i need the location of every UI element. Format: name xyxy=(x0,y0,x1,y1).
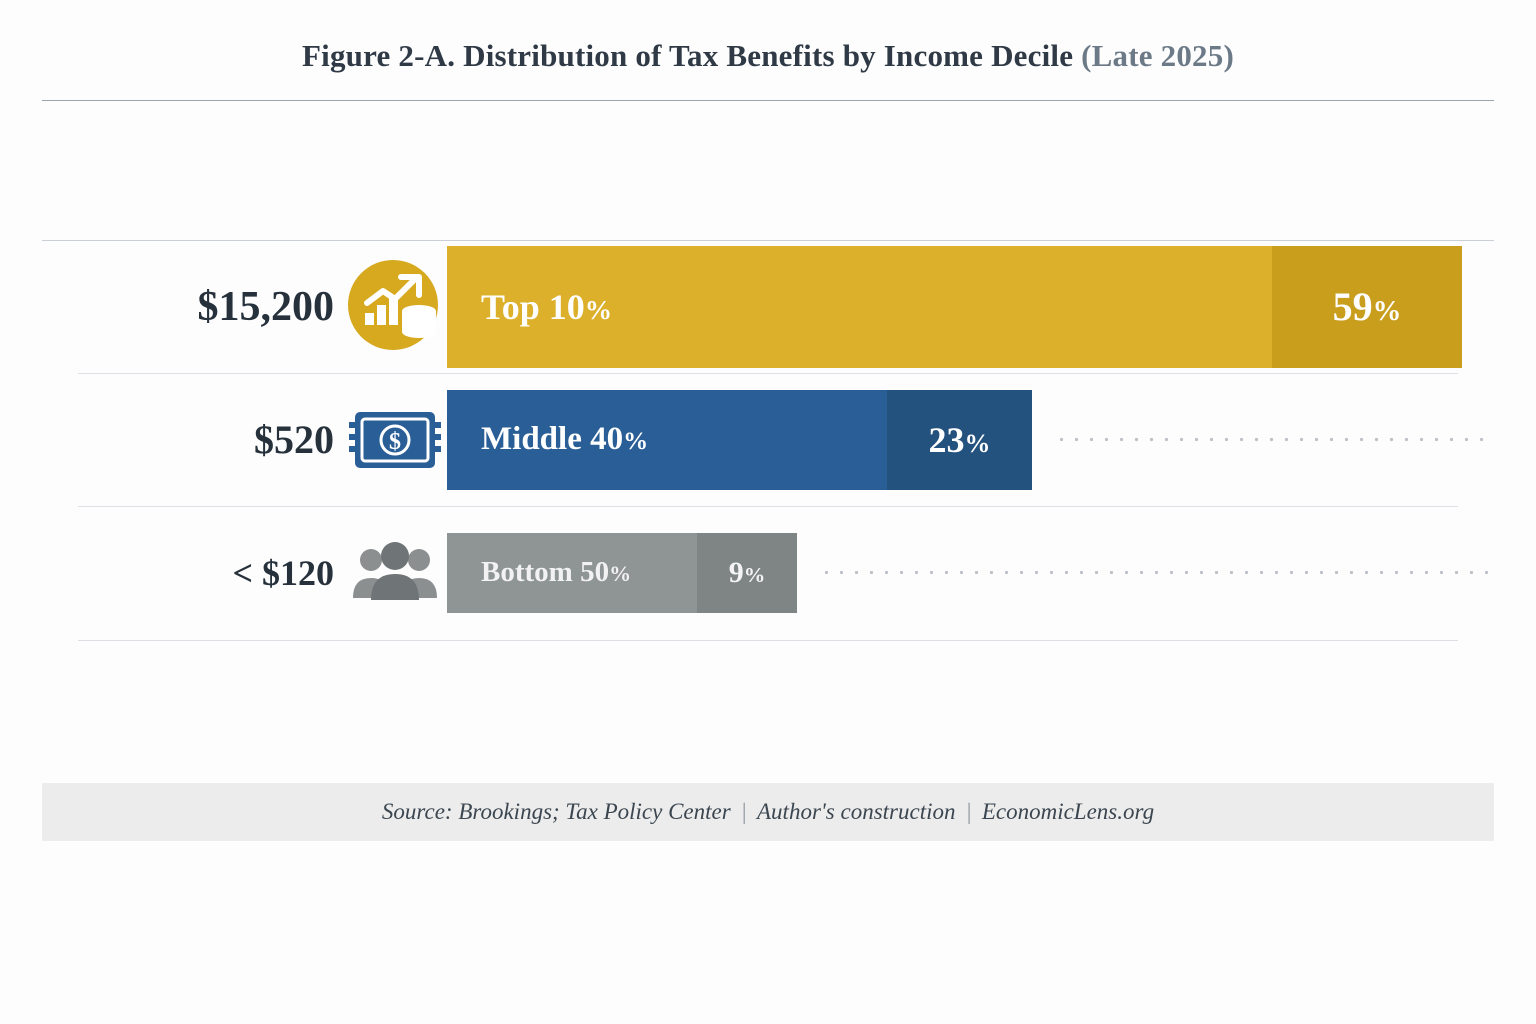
chart-row-top10 xyxy=(42,240,1494,373)
bar-area-middle40 xyxy=(447,373,1494,506)
bar-label-bottom50: Bottom 50% xyxy=(481,556,632,588)
bar-label-top10: Top 10% xyxy=(481,286,613,327)
source-footer xyxy=(42,783,1494,841)
bar-pct-bottom50: 9% xyxy=(728,555,766,589)
svg-text:$: $ xyxy=(388,428,401,455)
source-author: Author's construction xyxy=(757,799,956,824)
banknote-icon xyxy=(342,400,447,480)
bar-fill-top10 xyxy=(447,246,1272,368)
bar-track-dots-middle40 xyxy=(1054,437,1494,442)
bar-chart xyxy=(42,240,1494,639)
bar-middle40[interactable] xyxy=(447,390,1032,490)
bar-bottom50[interactable] xyxy=(447,533,797,613)
bar-label-middle40: Middle 40% xyxy=(481,421,649,457)
row-amount-middle40: $520 xyxy=(254,417,334,462)
rising-chart-coins-icon xyxy=(342,255,447,359)
chart-bottom-rule xyxy=(78,640,1458,641)
bar-value-cap-middle40 xyxy=(887,390,1032,490)
chart-row-bottom50 xyxy=(42,506,1494,639)
bar-value-cap-bottom50 xyxy=(697,533,797,613)
page-title xyxy=(0,38,1536,74)
bar-pct-top10: 59% xyxy=(1332,284,1402,329)
chart-row-middle40 xyxy=(42,373,1494,506)
source-site: EconomicLens.org xyxy=(981,799,1155,824)
bar-fill-middle40 xyxy=(447,390,887,490)
bar-fill-bottom50 xyxy=(447,533,697,613)
row-amount-top10: $15,200 xyxy=(197,283,334,330)
source-primary: Source: Brookings; Tax Policy Center xyxy=(381,799,731,824)
bar-area-top10 xyxy=(447,240,1494,373)
bar-track-dots-bottom50 xyxy=(819,570,1494,575)
bar-area-bottom50 xyxy=(447,506,1494,639)
source-divider-1: | xyxy=(740,799,747,824)
source-divider-2: | xyxy=(965,799,972,824)
title-text: Figure 2-A. Distribution of Tax Benefits by Income Decile xyxy=(302,38,1082,73)
bar-pct-middle40: 23% xyxy=(928,419,991,460)
title-period: (Late 2025) xyxy=(1081,38,1234,73)
bar-top10[interactable] xyxy=(447,246,1462,368)
title-divider xyxy=(42,100,1494,101)
people-group-icon xyxy=(342,538,447,608)
row-amount-bottom50: < $120 xyxy=(232,552,334,593)
bar-value-cap-top10 xyxy=(1272,246,1462,368)
